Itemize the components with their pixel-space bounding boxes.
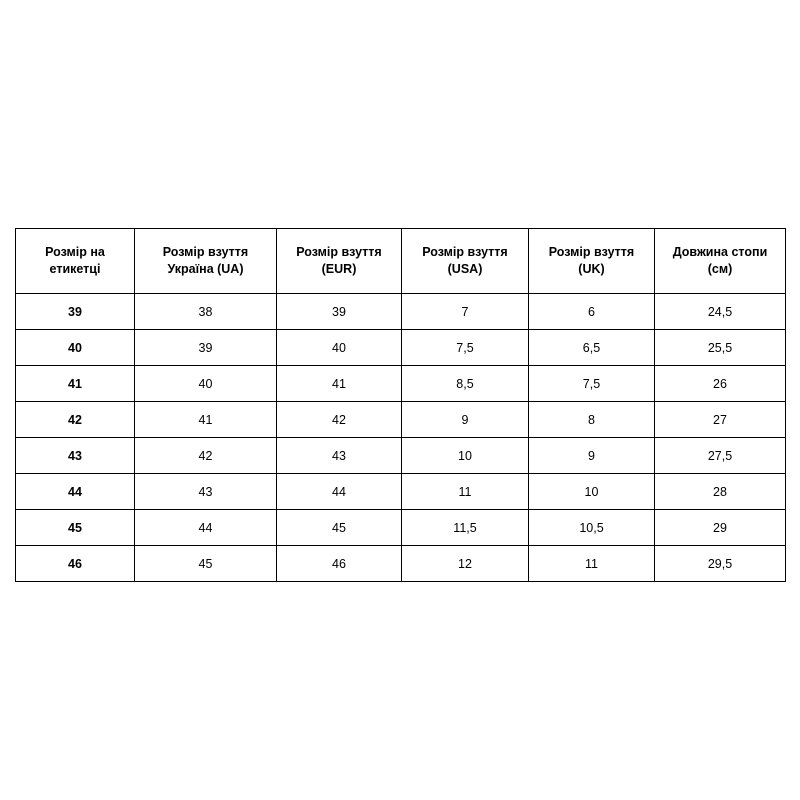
table-row [16,474,786,510]
cell-foot-length: 26 [655,366,786,402]
cell-foot-length: 25,5 [655,330,786,366]
cell-eur-size: 40 [277,330,402,366]
cell-usa-size: 8,5 [402,366,529,402]
cell-label-size: 40 [16,330,135,366]
column-header-uk-size: Розмір взуття (UK) [529,229,655,294]
cell-ua-size: 39 [135,330,277,366]
cell-usa-size: 7,5 [402,330,529,366]
table-row [16,366,786,402]
cell-usa-size: 11,5 [402,510,529,546]
size-table-container [15,228,785,582]
cell-label-size: 46 [16,546,135,582]
cell-eur-size: 44 [277,474,402,510]
table-row [16,546,786,582]
cell-uk-size: 9 [529,438,655,474]
table-row [16,510,786,546]
cell-uk-size: 8 [529,402,655,438]
cell-usa-size: 9 [402,402,529,438]
cell-ua-size: 40 [135,366,277,402]
cell-foot-length: 28 [655,474,786,510]
cell-uk-size: 11 [529,546,655,582]
table-row [16,402,786,438]
table-row [16,294,786,330]
cell-eur-size: 39 [277,294,402,330]
cell-label-size: 39 [16,294,135,330]
cell-uk-size: 7,5 [529,366,655,402]
cell-ua-size: 44 [135,510,277,546]
column-header-label-size: Розмір на етикетці [16,229,135,294]
cell-foot-length: 29,5 [655,546,786,582]
table-row [16,438,786,474]
cell-eur-size: 42 [277,402,402,438]
cell-label-size: 41 [16,366,135,402]
cell-uk-size: 10 [529,474,655,510]
cell-ua-size: 42 [135,438,277,474]
table-header-row [16,229,786,294]
cell-foot-length: 29 [655,510,786,546]
cell-eur-size: 46 [277,546,402,582]
cell-eur-size: 41 [277,366,402,402]
cell-ua-size: 41 [135,402,277,438]
cell-label-size: 42 [16,402,135,438]
cell-usa-size: 10 [402,438,529,474]
cell-usa-size: 12 [402,546,529,582]
cell-label-size: 45 [16,510,135,546]
cell-label-size: 44 [16,474,135,510]
cell-foot-length: 27 [655,402,786,438]
cell-usa-size: 11 [402,474,529,510]
table-row [16,330,786,366]
cell-ua-size: 38 [135,294,277,330]
cell-uk-size: 6 [529,294,655,330]
column-header-ua-size: Розмір взуття Україна (UA) [135,229,277,294]
cell-eur-size: 43 [277,438,402,474]
table-header [16,229,786,294]
cell-ua-size: 43 [135,474,277,510]
cell-uk-size: 10,5 [529,510,655,546]
cell-usa-size: 7 [402,294,529,330]
cell-eur-size: 45 [277,510,402,546]
table-body [16,294,786,582]
column-header-foot-length: Довжина стопи (см) [655,229,786,294]
cell-foot-length: 24,5 [655,294,786,330]
cell-ua-size: 45 [135,546,277,582]
cell-foot-length: 27,5 [655,438,786,474]
cell-uk-size: 6,5 [529,330,655,366]
shoe-size-table [15,228,786,582]
column-header-usa-size: Розмір взуття (USA) [402,229,529,294]
column-header-eur-size: Розмір взуття (EUR) [277,229,402,294]
cell-label-size: 43 [16,438,135,474]
